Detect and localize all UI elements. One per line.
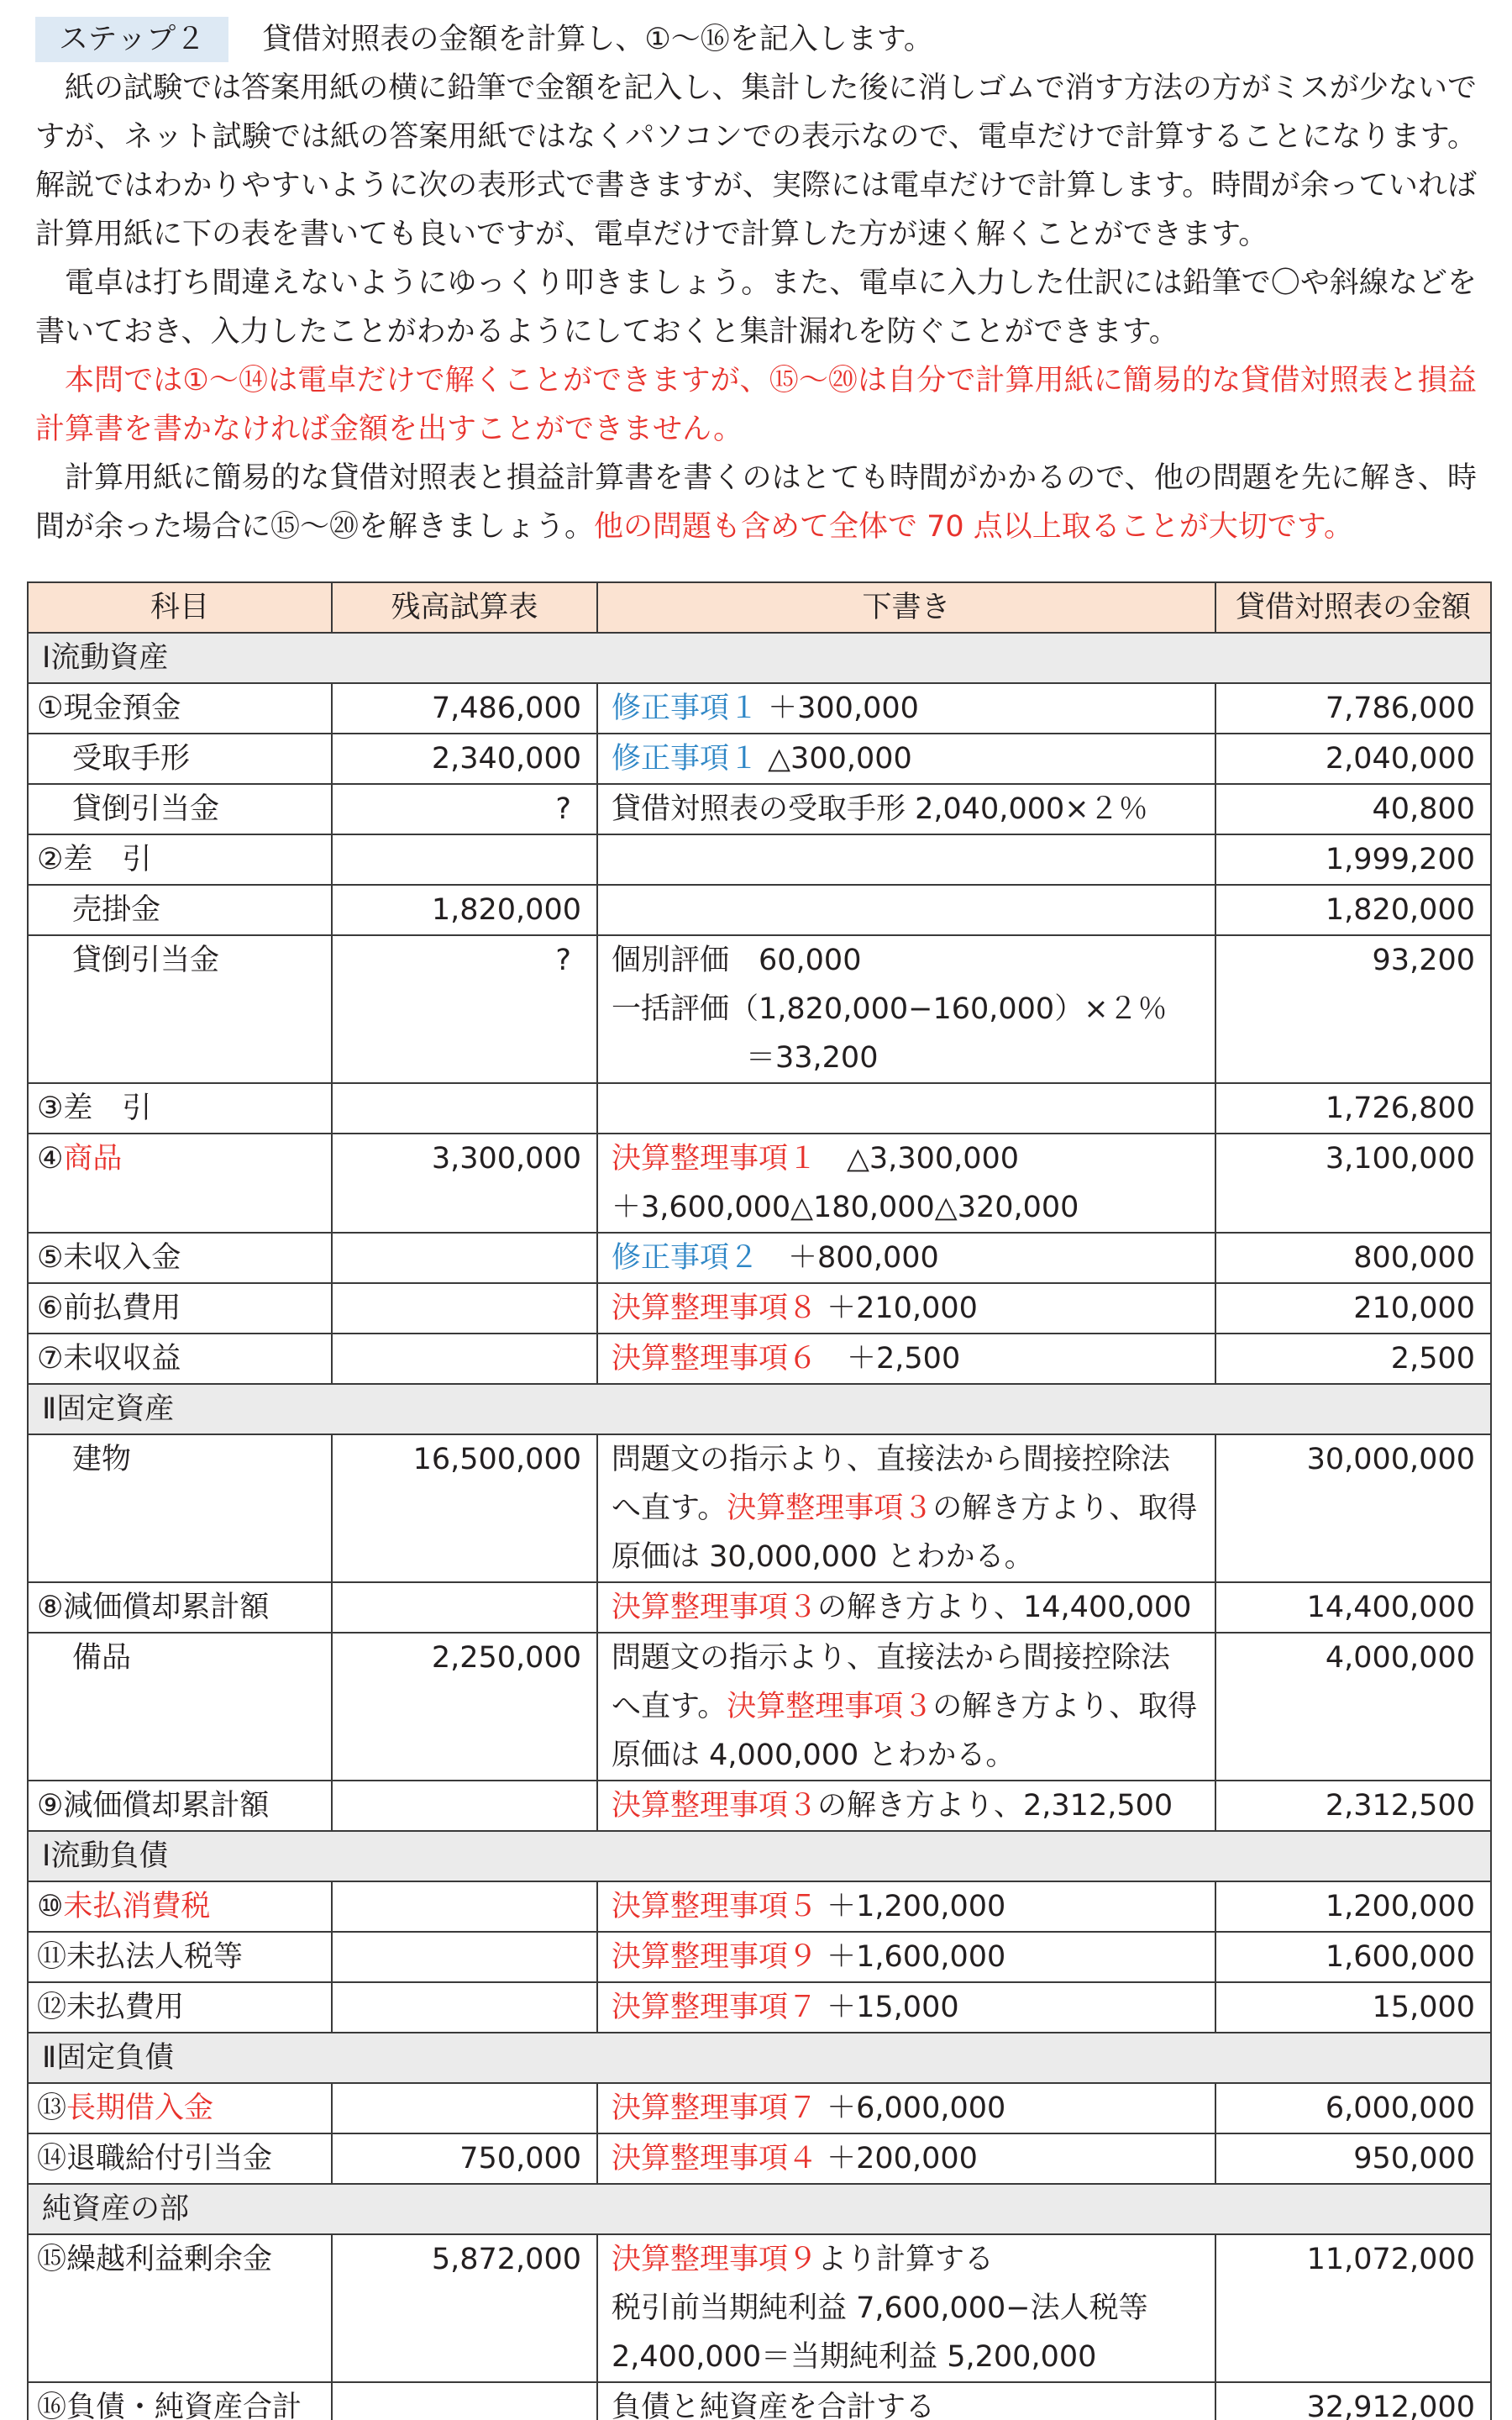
account-name: 未払消費税 [63,1890,211,1923]
row-number: ④ [37,1142,64,1176]
row-number: ② [37,843,64,876]
bs-amount: 3,100,000 [1215,1134,1491,1233]
reference-label: 決算整理事項７ [612,2091,818,2125]
section-row [28,1384,1491,1434]
draft-note: ＋800,000 [759,1241,939,1275]
balance-sheet-table [27,581,1492,2420]
bs-amount: 30,000,000 [1215,1434,1491,1582]
trial-balance-value: 7,486,000 [332,683,597,734]
table-row [28,1134,1491,1233]
draft-note: へ直す。 [612,1690,727,1723]
row-number: ⑤ [37,1241,64,1275]
account-name: 商品 [63,1142,123,1176]
table-row [28,2234,1491,2382]
table-row [28,734,1491,784]
table-row [28,1582,1491,1633]
draft-note: 貸借対照表の受取手形 2,040,000×２％ [597,784,1215,834]
bs-amount: 2,500 [1215,1334,1491,1384]
account-name: 減価償却累計額 [63,1591,270,1624]
account-name: 未収入金 [63,1241,181,1275]
row-number: ⑩ [37,1890,64,1923]
bs-amount: 1,820,000 [1215,885,1491,935]
reference-label: 決算整理事項４ [612,2142,818,2175]
account-name: 未払法人税等 [66,1940,244,1974]
bs-amount: 1,726,800 [1215,1083,1491,1134]
table-row [28,1982,1491,2033]
trial-balance-value: 3,300,000 [332,1134,597,1233]
section-fixed-assets: Ⅱ固定資産 [28,1384,1491,1434]
draft-note-line: 個別評価 60,000 [612,944,862,977]
reference-label: 決算整理事項９ [612,2243,818,2276]
reference-label: 決算整理事項９ [612,1940,818,1974]
table-row [28,1932,1491,1982]
draft-note: ＋1,200,000 [817,1890,1006,1923]
trial-balance-value: 2,250,000 [332,1633,597,1781]
draft-note: ＋6,000,000 [817,2091,1006,2125]
account-name: 貸倒引当金 [72,792,220,826]
table-row [28,1434,1491,1582]
section-row [28,633,1491,683]
bs-amount: 14,400,000 [1215,1582,1491,1633]
draft-note-line: 原価は 30,000,000 とわかる。 [612,1540,1034,1574]
trial-balance-value: 2,340,000 [332,734,597,784]
draft-note-line: 問題文の指示より、直接法から間接控除法 [612,1641,1171,1675]
section-current-assets: Ⅰ流動資産 [28,633,1491,683]
step-badge: ステップ２ [35,17,228,62]
trial-balance-value: 5,872,000 [332,2234,597,2382]
account-name: 差 引 [63,1092,152,1125]
account-name: 現金預金 [63,692,181,725]
draft-note: より計算する [817,2243,995,2276]
table-row [28,784,1491,834]
bs-amount: 93,200 [1215,935,1491,1083]
draft-note-line: 原価は 4,000,000 とわかる。 [612,1739,1016,1772]
draft-note-line: 一括評価（1,820,000−160,000）×２％ [612,992,1168,1026]
account-name: 受取手形 [72,742,191,776]
bs-amount: 1,999,200 [1215,834,1491,885]
reference-label: 決算整理事項６ [612,1342,818,1376]
account-name: 未払費用 [66,1991,185,2024]
draft-note: ＋2,500 [817,1342,961,1376]
account-name: 繰越利益剰余金 [66,2243,273,2276]
paragraph-3-warning: 本問では①〜⑭は電卓だけで解くことができますが、⑮〜⑳は自分で計算用紙に簡易的な貸借対照表と損益計算書を書かなければ金額を出すことができません。 [35,364,1477,446]
draft-note: △300,000 [759,742,912,776]
bs-amount: 15,000 [1215,1982,1491,2033]
table-row [28,2133,1491,2184]
draft-note-line: ＝33,200 [746,1041,879,1075]
bs-amount: 4,000,000 [1215,1633,1491,1781]
table-row [28,1334,1491,1384]
row-number: ⑭ [37,2142,67,2175]
header-account: 科目 [28,582,332,633]
draft-note: の解き方より、14,400,000 [817,1591,1192,1624]
section-fixed-liabilities: Ⅱ固定負債 [28,2033,1491,2083]
draft-note-line: 2,400,000＝当期純利益 5,200,000 [612,2340,1097,2374]
paragraph-4-emphasis: 他の問題も含めて全体で 70 点以上取ることが大切です。 [594,510,1354,544]
bs-amount: 950,000 [1215,2133,1491,2184]
draft-note: ＋300,000 [759,692,919,725]
account-name: 建物 [72,1443,132,1476]
section-net-assets: 純資産の部 [28,2184,1491,2234]
account-name: 差 引 [63,843,152,876]
paragraph-2: 電卓は打ち間違えないようにゆっくり叩きましょう。また、電卓に入力した仕訳には鉛筆で〇や斜線などを書いておき、入力したことがわかるようにしておくと集計漏れを防ぐことができます。 [35,266,1477,349]
draft-note: ＋15,000 [817,1991,959,2024]
draft-note-line: 税引前当期純利益 7,600,000−法人税等 [612,2291,1148,2325]
table-row [28,2083,1491,2133]
row-number: ⑮ [37,2243,67,2276]
reference-label: 決算整理事項５ [612,1890,818,1923]
bs-amount: 210,000 [1215,1283,1491,1334]
row-number: ⑥ [37,1292,64,1325]
row-number: ⑧ [37,1591,64,1624]
draft-note: の解き方より、取得 [932,1690,1198,1723]
table-row [28,1633,1491,1781]
reference-label: 決算整理事項３ [612,1789,818,1823]
table-row [28,1283,1491,1334]
step-title: 貸借対照表の金額を計算し、①〜⑯を記入します。 [262,23,933,56]
draft-note: の解き方より、取得 [932,1491,1198,1525]
reference-label: 決算整理事項３ [727,1690,933,1723]
table-row [28,885,1491,935]
account-name: 退職給付引当金 [66,2142,273,2175]
section-row [28,1831,1491,1881]
section-row [28,2184,1491,2234]
table-row [28,935,1491,1083]
reference-label: 決算整理事項３ [612,1591,818,1624]
row-number: ⑦ [37,1342,64,1376]
bs-amount: 800,000 [1215,1233,1491,1283]
trial-balance-value: ? [332,935,597,1083]
row-number: ⑫ [37,1991,67,2024]
draft-note: ＋200,000 [817,2142,978,2175]
draft-note: △3,300,000 [817,1142,1020,1176]
step-heading [35,15,1477,64]
trial-balance-value: 16,500,000 [332,1434,597,1582]
account-name: 貸倒引当金 [72,944,220,977]
reference-label: 決算整理事項１ [612,1142,818,1176]
draft-note: ＋210,000 [817,1292,978,1325]
row-number: ⑪ [37,1940,67,1974]
table-row [28,1881,1491,1932]
bs-amount: 6,000,000 [1215,2083,1491,2133]
reference-label: 決算整理事項７ [612,1991,818,2024]
reference-label: 修正事項１ [612,742,759,776]
account-name: 前払費用 [63,1292,181,1325]
account-name: 未収収益 [63,1342,181,1376]
table-header-row [28,582,1491,633]
bs-amount: 1,600,000 [1215,1932,1491,1982]
bs-amount: 2,040,000 [1215,734,1491,784]
account-name: 備品 [72,1641,132,1675]
account-name: 売掛金 [72,893,161,927]
row-number: ③ [37,1092,64,1125]
bs-amount: 40,800 [1215,784,1491,834]
row-number: ⑯ [37,2391,67,2420]
header-trial-balance: 残高試算表 [332,582,597,633]
table-row [28,2382,1491,2420]
trial-balance-value: 750,000 [332,2133,597,2184]
section-current-liabilities: Ⅰ流動負債 [28,1831,1491,1881]
reference-label: 決算整理事項８ [612,1292,818,1325]
account-name: 減価償却累計額 [63,1789,270,1823]
paragraph-4 [35,454,1477,551]
draft-note: の解き方より、2,312,500 [817,1789,1173,1823]
trial-balance-value: 1,820,000 [332,885,597,935]
bs-amount: 1,200,000 [1215,1881,1491,1932]
header-bs-amount: 貸借対照表の金額 [1215,582,1491,633]
trial-balance-value: ? [332,784,597,834]
draft-note-line: 問題文の指示より、直接法から間接控除法 [612,1443,1171,1476]
bs-amount: 32,912,000 [1215,2382,1491,2420]
bs-amount: 11,072,000 [1215,2234,1491,2382]
table-row [28,683,1491,734]
row-number: ⑨ [37,1789,64,1823]
draft-note: ＋1,600,000 [817,1940,1006,1974]
intro-text [35,15,1477,551]
reference-label: 修正事項２ [612,1241,759,1275]
account-name: 負債・純資産合計 [66,2391,302,2420]
bs-amount: 7,786,000 [1215,683,1491,734]
row-number: ⑬ [37,2091,67,2125]
paragraph-1: 紙の試験では答案用紙の横に鉛筆で金額を記入し、集計した後に消しゴムで消す方法の方がミスが少ないですが、ネット試験では紙の答案用紙ではなくパソコンでの表示なので、電卓だけで計算することになります。解説ではわかりやすいように次の表形式で書きますが、実際には電卓だけで計算します。時間が余っていれば計算用紙に下の表を書いても良いですが、電卓だけで計算した方が速く解くことができます。 [35,71,1477,251]
section-row [28,2033,1491,2083]
reference-label: 修正事項１ [612,692,759,725]
table-row [28,1233,1491,1283]
header-draft: 下書き [597,582,1215,633]
table-row [28,1083,1491,1134]
reference-label: 決算整理事項３ [727,1491,933,1525]
row-number: ① [37,692,64,725]
draft-note-line: ＋3,600,000△180,000△320,000 [612,1191,1079,1224]
draft-note: 負債と純資産を合計する [597,2382,1215,2420]
table-row [28,834,1491,885]
bs-amount: 2,312,500 [1215,1781,1491,1831]
draft-note: へ直す。 [612,1491,727,1525]
account-name: 長期借入金 [66,2091,214,2125]
table-row [28,1781,1491,1831]
paragraph-4-text: 計算用紙に簡易的な貸借対照表と損益計算書を書くのはとても時間がかかるので、他の問題を先に解き、時間が余った場合に⑮〜⑳を解きましょう。 [35,461,1477,544]
